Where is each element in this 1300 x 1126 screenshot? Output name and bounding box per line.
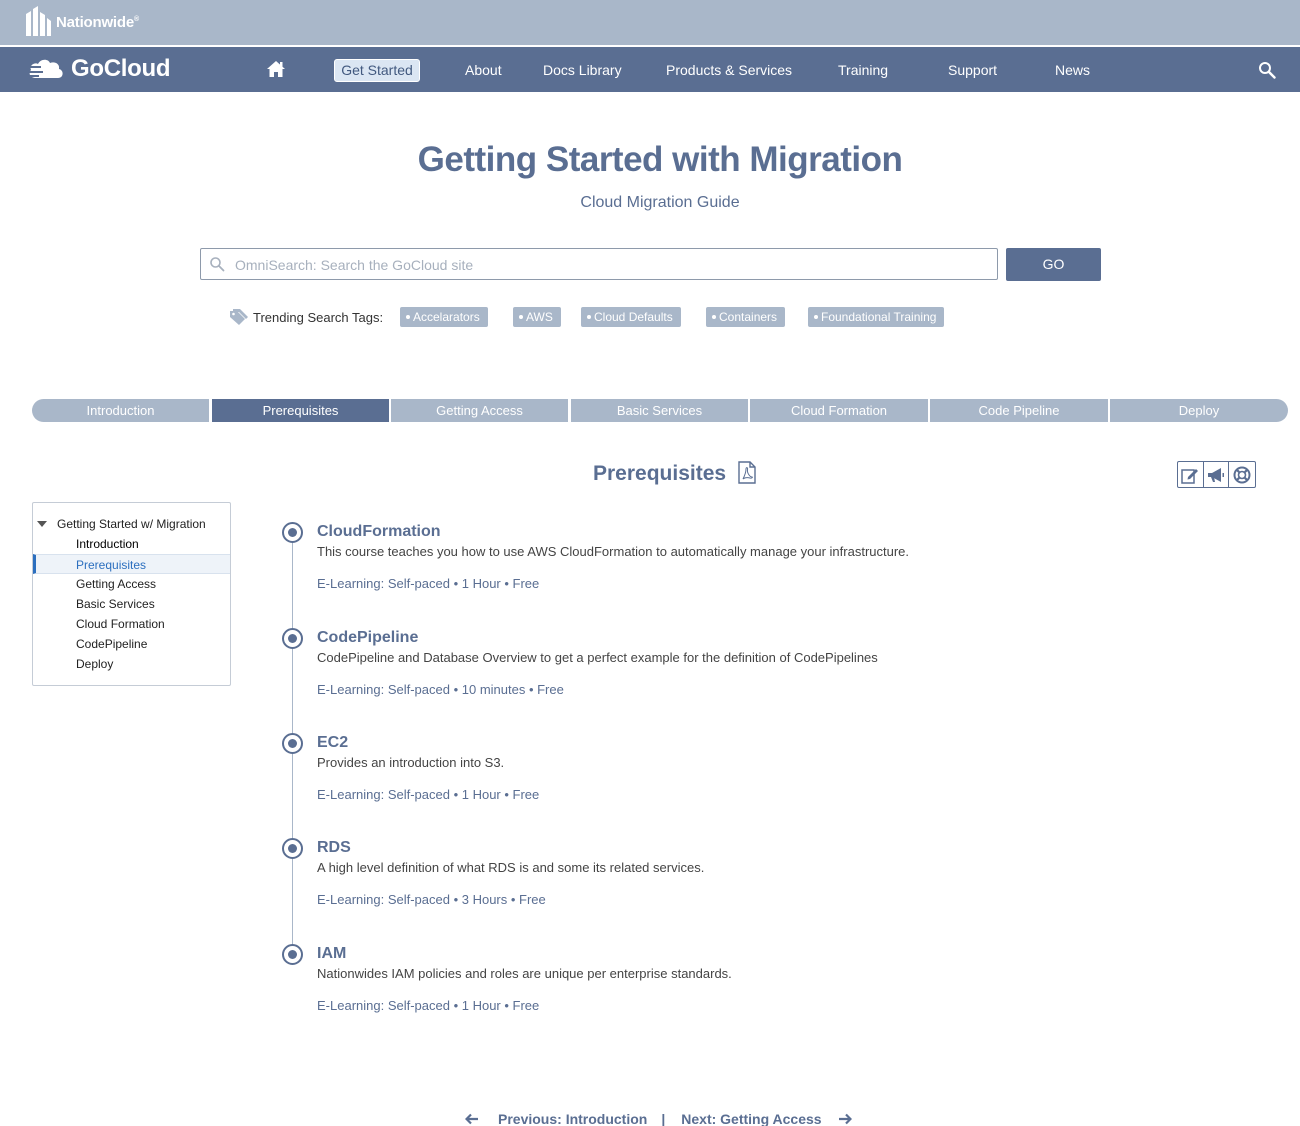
- tag-cloud-defaults[interactable]: Cloud Defaults: [581, 307, 681, 327]
- cloud-logo-icon: [27, 54, 65, 84]
- trending-label: Trending Search Tags:: [253, 309, 384, 325]
- course-title[interactable]: CodePipeline: [317, 629, 419, 646]
- megaphone-icon: [1207, 466, 1225, 484]
- course-description: Nationwides IAM policies and roles are unique per enterprise standards.: [317, 966, 732, 981]
- course-meta: E-Learning: Self-paced • 1 Hour • Free: [317, 787, 540, 802]
- tag-containers[interactable]: Containers: [706, 307, 785, 327]
- course-meta: E-Learning: Self-paced • 3 Hours • Free: [317, 892, 546, 907]
- timeline-marker: [282, 628, 303, 649]
- tree-item-cloud-formation[interactable]: Cloud Formation: [76, 617, 165, 631]
- step-prerequisites[interactable]: Prerequisites: [212, 399, 389, 422]
- step-code-pipeline[interactable]: Code Pipeline: [930, 399, 1108, 422]
- nav-about[interactable]: About: [465, 62, 502, 78]
- omnisearch-box: [200, 248, 998, 280]
- step-cloud-formation[interactable]: Cloud Formation: [750, 399, 928, 422]
- section-title: Prerequisites: [593, 462, 727, 485]
- timeline-marker: [282, 522, 303, 543]
- page-subtitle: Cloud Migration Guide: [580, 194, 740, 211]
- tree-item-getting-access[interactable]: Getting Access: [76, 577, 157, 591]
- tag-foundational-training[interactable]: Foundational Training: [808, 307, 944, 327]
- lifebuoy-icon: [1233, 466, 1251, 484]
- step-deploy[interactable]: Deploy: [1110, 399, 1288, 422]
- go-button[interactable]: GO: [1006, 248, 1101, 281]
- tree-root[interactable]: [37, 517, 206, 531]
- step-tabs: [32, 399, 1288, 422]
- tree-item-codepipeline[interactable]: CodePipeline: [76, 637, 148, 651]
- search-icon[interactable]: [1258, 61, 1276, 79]
- nationwide-logo-icon: [25, 6, 52, 38]
- tags-icon: [229, 309, 249, 325]
- pager: [465, 1110, 852, 1126]
- nav-training[interactable]: Training: [838, 62, 889, 78]
- course-title[interactable]: IAM: [317, 945, 347, 962]
- home-icon[interactable]: [266, 60, 286, 78]
- page-title: Getting Started with Migration: [417, 140, 903, 179]
- brand-name: Nationwide®: [56, 13, 139, 31]
- timeline-marker: [282, 838, 303, 859]
- main-nav: [0, 47, 1300, 92]
- course-description: Provides an introduction into S3.: [317, 755, 505, 770]
- search-field-icon: [209, 256, 225, 272]
- tag-aws[interactable]: AWS: [513, 307, 561, 327]
- nav-news[interactable]: News: [1055, 62, 1091, 78]
- step-introduction[interactable]: Introduction: [32, 399, 209, 422]
- tree-item-deploy[interactable]: Deploy: [76, 657, 114, 671]
- nav-docs-library[interactable]: Docs Library: [543, 62, 622, 78]
- course-meta: E-Learning: Self-paced • 1 Hour • Free: [317, 576, 540, 591]
- gocloud-logo[interactable]: [27, 54, 170, 84]
- caret-down-icon: [37, 521, 47, 527]
- announce-button[interactable]: [1204, 462, 1230, 487]
- edit-button[interactable]: [1178, 462, 1204, 487]
- nav-products-services[interactable]: Products & Services: [666, 62, 793, 78]
- brand-bar: [0, 0, 1300, 45]
- omnisearch-input[interactable]: [235, 253, 975, 277]
- step-getting-access[interactable]: Getting Access: [391, 399, 568, 422]
- section-tree: [32, 502, 231, 686]
- course-description: This course teaches you how to use AWS CloudFormation to automatically manage your infrastructure.: [317, 544, 910, 559]
- course-description: A high level definition of what RDS is and some its related services.: [317, 860, 705, 875]
- course-meta: E-Learning: Self-paced • 1 Hour • Free: [317, 998, 540, 1013]
- arrow-left-icon[interactable]: [465, 1112, 479, 1126]
- timeline-marker: [282, 733, 303, 754]
- course-title[interactable]: EC2: [317, 734, 349, 751]
- help-button[interactable]: [1229, 462, 1255, 487]
- course-description: CodePipeline and Database Overview to get a perfect example for the definition of CodePipelines: [317, 650, 878, 665]
- tree-item-prerequisites[interactable]: Prerequisites: [33, 554, 230, 574]
- course-meta: E-Learning: Self-paced • 10 minutes • Free: [317, 682, 564, 697]
- course-title[interactable]: CloudFormation: [317, 523, 441, 540]
- page-actions: [1177, 461, 1256, 488]
- arrow-right-icon[interactable]: [838, 1112, 852, 1126]
- tag-accelarators[interactable]: Accelarators: [400, 307, 488, 327]
- pager-separator: |: [661, 1111, 666, 1126]
- trending-tags: [229, 307, 399, 327]
- pdf-download-icon[interactable]: [737, 461, 757, 484]
- nav-support[interactable]: Support: [948, 62, 998, 78]
- previous-link[interactable]: Previous: Introduction: [498, 1111, 648, 1126]
- tree-root-label: Getting Started w/ Migration: [57, 517, 206, 531]
- next-link[interactable]: Next: Getting Access: [681, 1111, 822, 1126]
- course-title[interactable]: RDS: [317, 839, 351, 856]
- tree-item-basic-services[interactable]: Basic Services: [76, 597, 155, 611]
- step-basic-services[interactable]: Basic Services: [571, 399, 748, 422]
- nationwide-logo[interactable]: [25, 5, 139, 39]
- edit-icon: [1181, 466, 1199, 484]
- nav-get-started[interactable]: Get Started: [334, 59, 420, 82]
- logo-text: GoCloud: [71, 55, 171, 82]
- timeline-marker: [282, 944, 303, 965]
- tree-item-introduction[interactable]: Introduction: [76, 537, 139, 551]
